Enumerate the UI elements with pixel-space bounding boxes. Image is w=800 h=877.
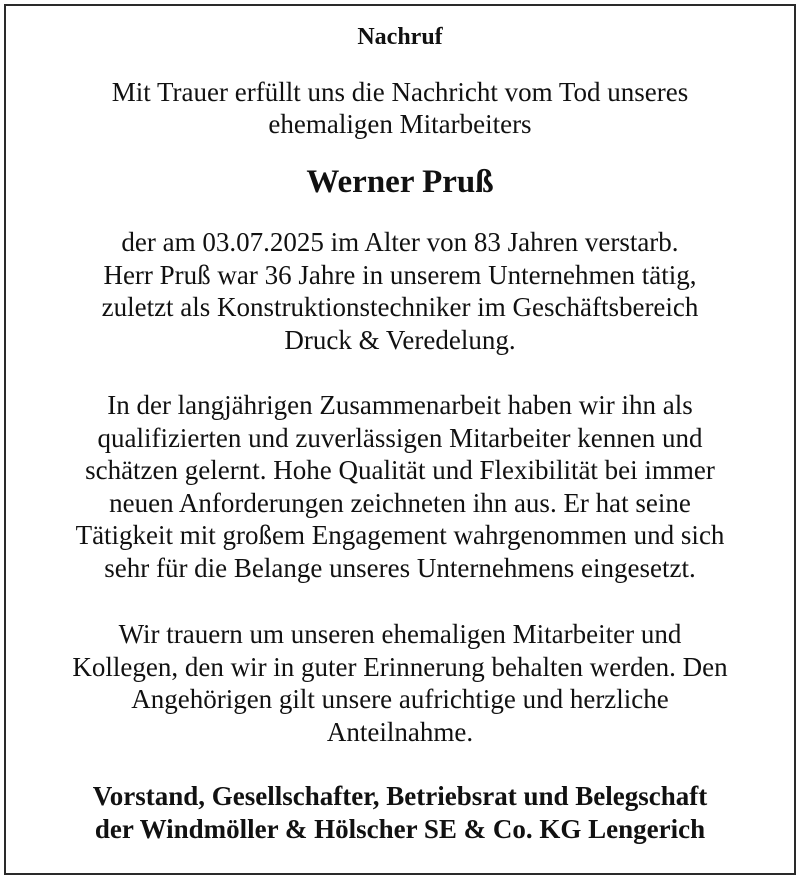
signature-line: der Windmöller & Hölscher SE & Co. KG Lengerich xyxy=(94,814,706,844)
appreciation-paragraph xyxy=(0,389,800,584)
paragraph-line: Druck & Veredelung. xyxy=(284,324,516,355)
paragraph-line: Tätigkeit mit großem Engagement wahrgenommen und sich xyxy=(75,520,725,550)
paragraph-line: Angehörigen gilt unsere aufrichtige und herzliche xyxy=(131,684,669,714)
signature-block xyxy=(0,780,800,846)
paragraph-line: qualifizierten und zuverlässigen Mitarbeiter kennen und xyxy=(97,422,703,453)
paragraph-line: Wir trauern um unseren ehemaligen Mitarbeiter und xyxy=(118,619,682,649)
paragraph-line: der am 03.07.2025 im Alter von 83 Jahren verstarb. xyxy=(121,227,679,257)
paragraph-line: schätzen gelernt. Hohe Qualität und Flexibilität bei immer xyxy=(85,455,715,485)
paragraph-line: Anteilnahme. xyxy=(326,716,474,747)
intro-line: Mit Trauer erfüllt uns die Nachricht vom Tod unseres xyxy=(111,77,689,107)
paragraph-line: Herr Pruß war 36 Jahre in unserem Unternehmen tätig, xyxy=(103,259,697,290)
signature-line: Vorstand, Gesellschafter, Betriebsrat und Belegschaft xyxy=(92,781,708,811)
deceased-name: Werner Pruß xyxy=(306,164,494,200)
condolence-paragraph xyxy=(0,618,800,748)
intro-line: ehemaligen Mitarbeiters xyxy=(268,109,532,139)
paragraph-line: neuen Anforderungen zeichneten ihn aus. Er hat seine xyxy=(109,487,691,518)
paragraph-line: sehr für die Belange unseres Unternehmens eingesetzt. xyxy=(104,552,696,583)
notice-title: Nachruf xyxy=(357,24,443,50)
intro-text xyxy=(0,76,800,140)
paragraph-line: zuletzt als Konstruktionstechniker im Geschäftsbereich xyxy=(101,292,699,322)
paragraph-line: Kollegen, den wir in guter Erinnerung behalten werden. Den xyxy=(72,651,728,682)
paragraph-line: In der langjährigen Zusammenarbeit haben wir ihn als xyxy=(107,390,693,420)
biography-paragraph xyxy=(0,226,800,356)
